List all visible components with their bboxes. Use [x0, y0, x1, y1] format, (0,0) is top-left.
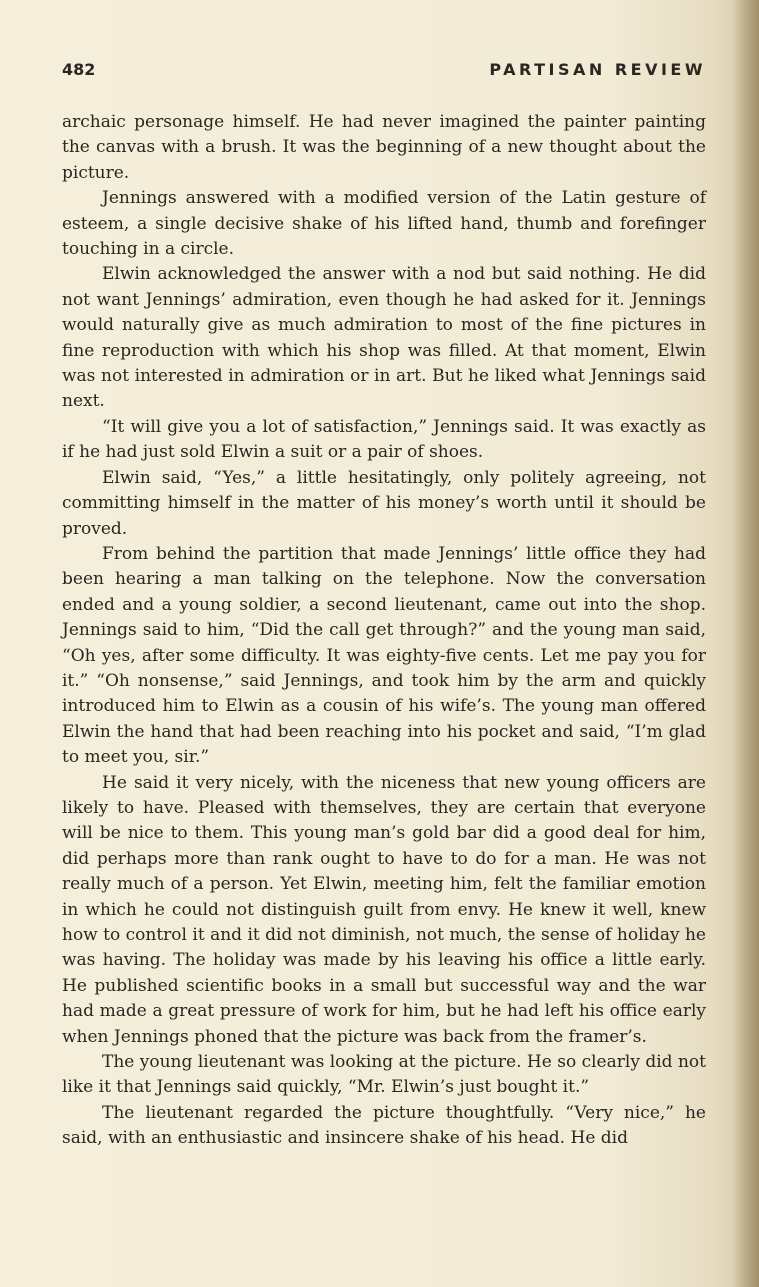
page-number: 482 — [62, 60, 96, 79]
body-text — [62, 110, 706, 1152]
paragraph: He said it very nicely, with the niceness that new young officers are likely to have. Pleased with themselves, they are certain that everyone will be nice to them. This young man’s gold bar did a good deal for him, did perhaps more than rank ought to have to do for a man. He was not really much of a person. Yet Elwin, meeting him, felt the familiar emotion in which he could not distinguish guilt from envy. He knew it well, knew how to control it and it did not diminish, not much, the sense of holiday he was having. The holiday was made by his leaving his office a little early. He published scientific books in a small but successful way and the war had made a great pressure of work for him, but he had left his office early when Jennings phoned that the picture was back from the framer’s. — [62, 772, 706, 1047]
page-edge-shadow — [733, 0, 759, 1287]
paragraph: Elwin acknowledged the answer with a nod but said nothing. He did not want Jennings’ admiration, even though he had asked for it. Jennings would naturally give as much admiration to most of the fine pictures in fine reproduction with which his shop was filled. At that moment, Elwin was not interested in admiration or in art. But he liked what Jennings said next. — [62, 264, 706, 412]
paragraph: Elwin said, “Yes,” a little hesitatingly, only politely agreeing, not committing himself in the matter of his money’s worth until it should be proved. — [62, 467, 706, 539]
paragraph: The lieutenant regarded the picture thoughtfully. “Very nice,” he said, with an enthusiastic and insincere shake of his head. He did — [62, 1102, 706, 1149]
page-header — [62, 60, 706, 84]
paragraph: Jennings answered with a modified version of the Latin gesture of esteem, a single decisive shake of his lifted hand, thumb and forefinger touching in a circle. — [62, 188, 706, 260]
paragraph: “It will give you a lot of satisfaction,” Jennings said. It was exactly as if he had just sold Elwin a suit or a pair of shoes. — [62, 416, 706, 463]
paragraph: archaic personage himself. He had never imagined the painter painting the canvas with a brush. It was the beginning of a new thought about the picture. — [62, 112, 706, 183]
running-head: PARTISAN REVIEW — [489, 60, 706, 79]
paragraph: The young lieutenant was looking at the picture. He so clearly did not like it that Jennings said quickly, “Mr. Elwin’s just bought it.” — [62, 1052, 706, 1098]
paragraph: From behind the partition that made Jennings’ little office they had been hearing a man talking on the telephone. Now the conversation ended and a young soldier, a second lieutenant, came out into the shop. Jennings said to him, “Did the call get through?” and the young man said, “Oh yes, after some difficulty. It was eighty-five cents. Let me pay you for it.” “Oh nonsense,” said Jennings, and took him by the arm and quickly introduced him to Elwin as a cousin of his wife’s. The young man offered Elwin the hand that had been reaching into his pocket and said, “I’m glad to meet you, sir.” — [62, 543, 706, 768]
